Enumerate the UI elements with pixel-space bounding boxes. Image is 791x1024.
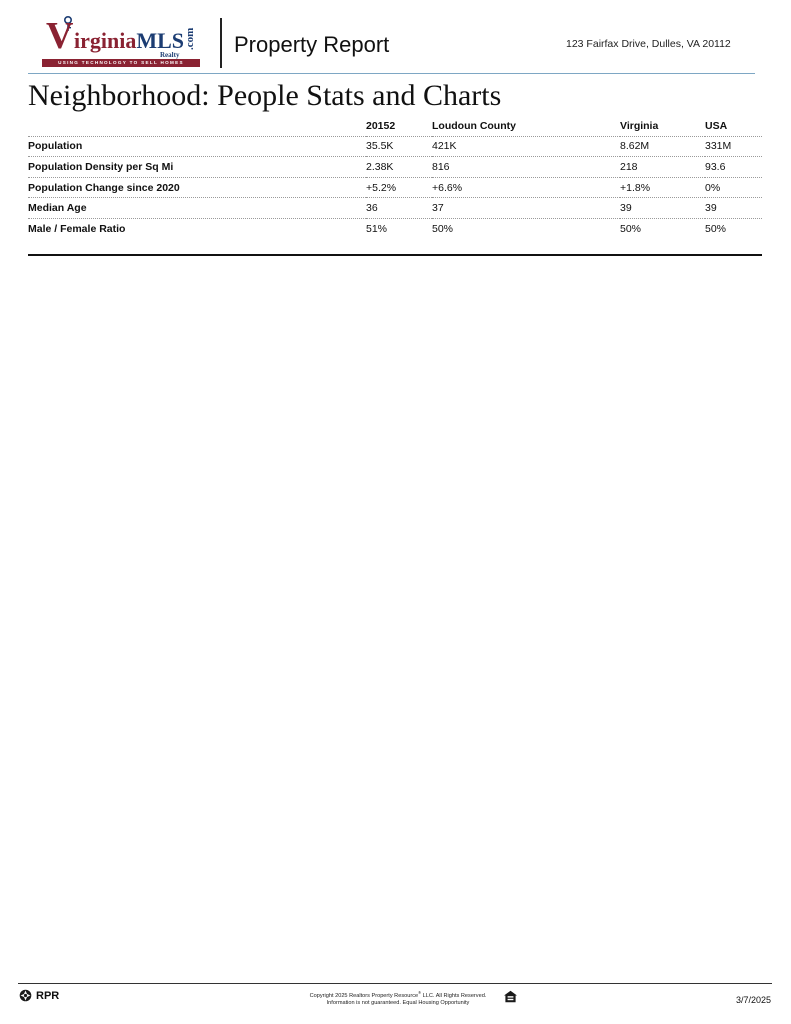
- logo-wordmark: irginiaMLS: [74, 28, 185, 53]
- logo-realty: Realty: [160, 51, 180, 59]
- report-date: 3/7/2025: [736, 995, 772, 1005]
- table-cell: 51%: [366, 222, 388, 235]
- table-cell: 36: [366, 198, 432, 219]
- table-row: [28, 198, 762, 219]
- table-cell: 218: [620, 157, 705, 178]
- section-end-rule: [28, 254, 762, 256]
- row-label: Median Age: [28, 198, 366, 219]
- footer-copyright: Copyright 2025 Realtors Property Resource® LLC. All Rights Reserved. Information is not guaranteed. Equal Housing Opportunity: [309, 990, 487, 1006]
- row-label: Population: [28, 136, 366, 157]
- equal-housing-icon: [503, 990, 518, 1003]
- column-header: Virginia: [620, 116, 705, 136]
- table-cell: +5.2%: [366, 177, 432, 198]
- table-cell: 8.62M: [620, 136, 705, 157]
- row-label: Population Density per Sq Mi: [28, 157, 366, 178]
- table-cell: 50%: [432, 222, 454, 235]
- header-rule: [28, 73, 755, 74]
- table-row: [28, 177, 762, 198]
- header-divider: [220, 18, 222, 68]
- table-header-row: [28, 116, 762, 136]
- column-header: USA: [705, 116, 762, 136]
- column-header: 20152: [366, 116, 432, 136]
- table-cell: 35.5K: [366, 136, 432, 157]
- logo-letter-v: V: [46, 15, 74, 57]
- column-header: [28, 116, 366, 136]
- rpr-brand: [19, 989, 59, 1002]
- footer-rule: [18, 983, 772, 984]
- table-cell: 2.38K: [366, 157, 432, 178]
- table-row: [28, 218, 762, 238]
- people-stats-table: [28, 116, 762, 239]
- table-cell: 50%: [620, 222, 642, 235]
- table-cell: 39: [705, 198, 762, 219]
- property-address: 123 Fairfax Drive, Dulles, VA 20112: [566, 38, 731, 50]
- table-cell: 39: [620, 198, 705, 219]
- table-cell: 331M: [705, 136, 762, 157]
- table-cell: 0%: [705, 177, 762, 198]
- table-cell: +6.6%: [432, 177, 620, 198]
- virginiamls-logo: [42, 14, 202, 68]
- report-title: Property Report: [234, 32, 390, 57]
- logo-tagline: USING TECHNOLOGY TO SELL HOMES: [42, 59, 200, 67]
- table-row: [28, 157, 762, 178]
- table-cell: 93.6: [705, 157, 762, 178]
- table-cell: 816: [432, 157, 620, 178]
- table-row: [28, 136, 762, 157]
- table-cell: +1.8%: [620, 177, 705, 198]
- logo-dotcom: .com: [184, 27, 196, 50]
- table-cell: 37: [432, 198, 620, 219]
- rpr-label: RPR: [36, 989, 60, 1002]
- row-label: Male / Female Ratio: [28, 222, 126, 235]
- row-label: Population Change since 2020: [28, 177, 366, 198]
- rpr-logo-icon: [19, 989, 32, 1002]
- column-header: Loudoun County: [432, 116, 620, 136]
- table-cell: 50%: [705, 222, 727, 235]
- section-title: Neighborhood: People Stats and Charts: [28, 79, 502, 112]
- table-cell: 421K: [432, 136, 620, 157]
